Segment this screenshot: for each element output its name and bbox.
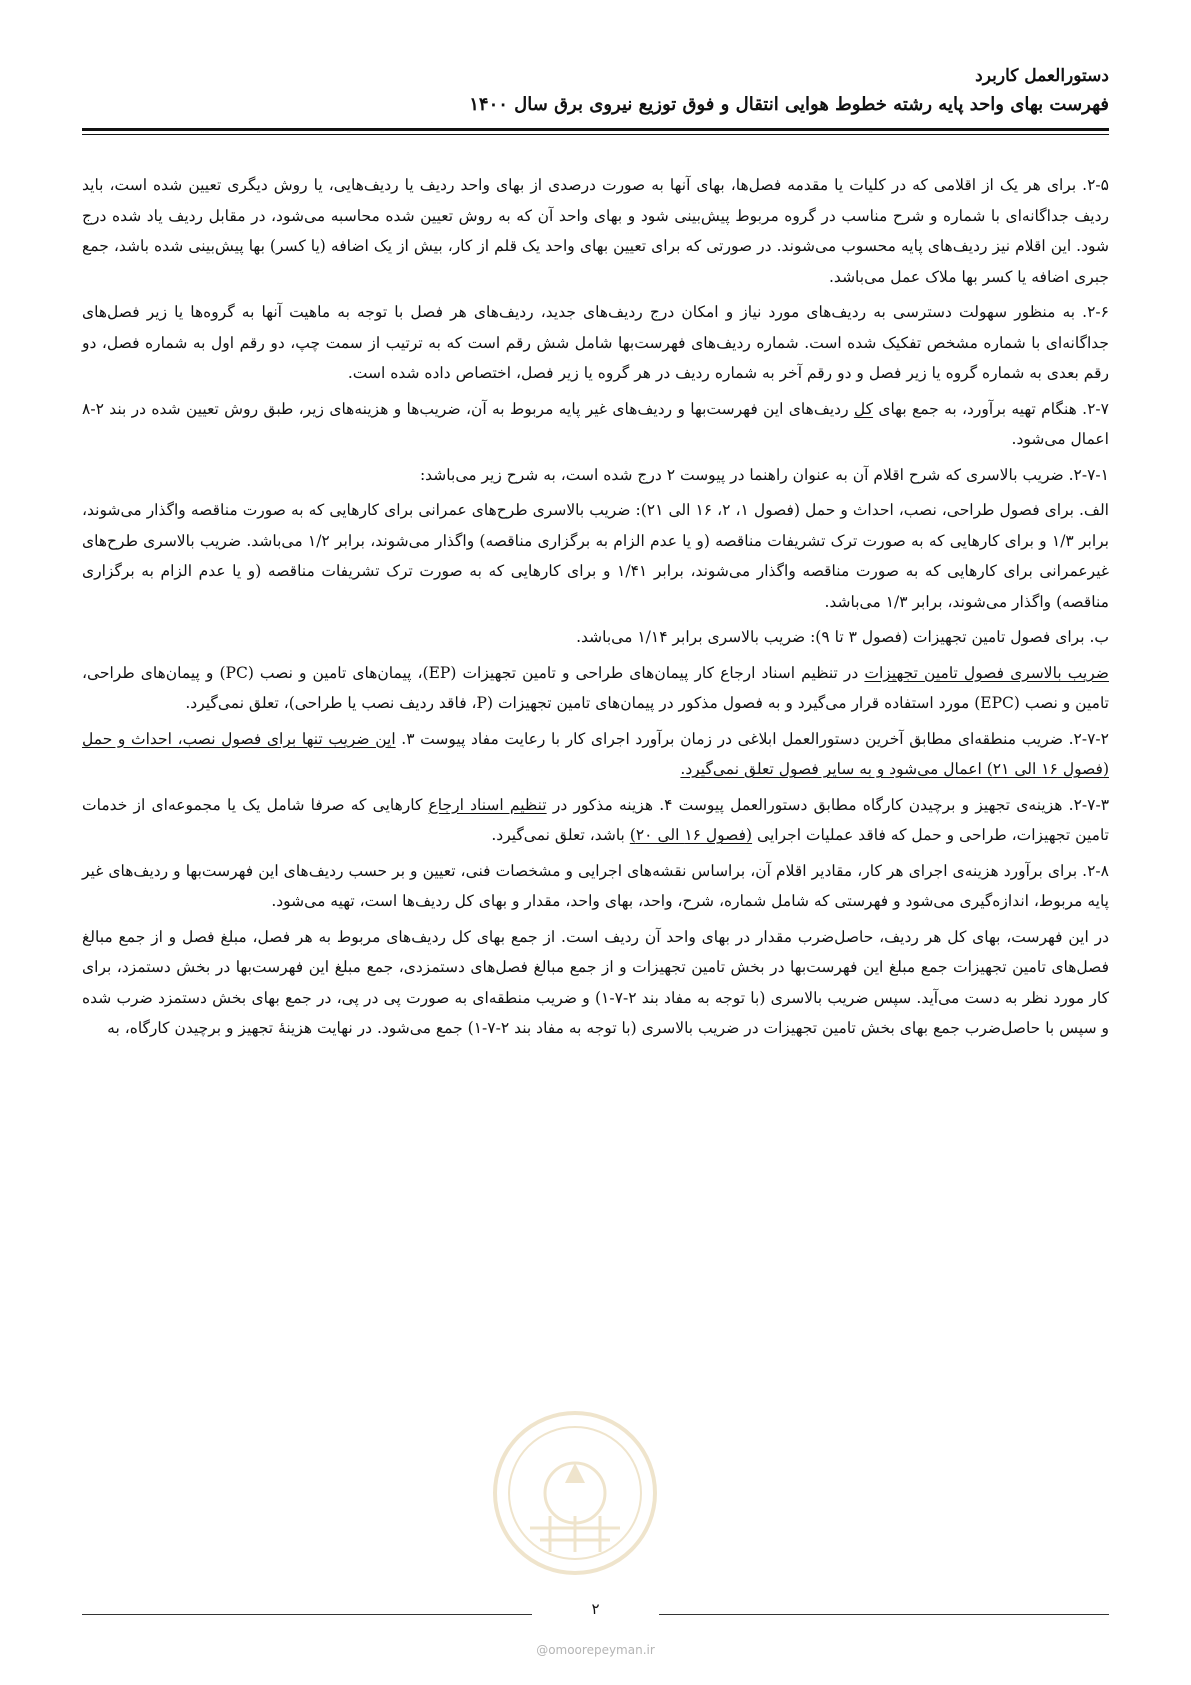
text-run: ۲-۷-۳. هزینه‌ی تجهیز و برچیدن کارگاه مطابق دستورالعمل پیوست ۴. هزینه مذکور در <box>546 795 1110 814</box>
paragraph-be: ب. برای فصول تامین تجهیزات (فصول ۳ تا ۹): ضریب بالاسری برابر ۱/۱۴ می‌باشد. <box>576 628 1109 646</box>
paragraph-2-5: ۲-۵. برای هر یک از اقلامی که در کلیات یا مقدمه فصل‌ها، بهای آنها به صورت درصدی از بهای واحد ردیف یا ردیف‌هایی، یا روش دیگری تعیین شده است، باید ردیف جداگانه‌ای با شماره و شرح مناسب در گروه مربوط پیش‌بینی شود و بهای واحد آن که به روش تعیین شده محاسبه می‌شود، در مقابل ردیف یاد شده درج شود. این اقلام نیز ردیف‌های پایه محسوب می‌شوند. در صورتی که برای تعیین بهای واحد یک قلم از کار، بیش از یک اضافه (یا کسر) بها پیش‌بینی شده باشد، جمع جبری اضافه یا کسر بها ملاک عمل می‌باشد. <box>82 176 1109 286</box>
underlined-text: کل <box>853 399 874 418</box>
paragraph-2-7 <box>82 394 1109 455</box>
header-subtitle: فهرست بهای واحد پایه رشته خطوط هوایی انتقال و فوق توزیع نیروی برق سال ۱۴۰۰ <box>469 94 1109 115</box>
header-rule-thin <box>82 134 1109 135</box>
underlined-text: (فصول ۱۶ الی ۲۰) <box>629 826 753 844</box>
paragraph-2-7-2 <box>82 724 1109 785</box>
paragraph-2-8: ۲-۸. برای برآورد هزینه‌ی اجرای هر کار، مقادیر اقلام آن، براساس نقشه‌های اجرایی و مشخصات فنی، تعیین و بر حسب ردیف‌های این فهرست‌بها و ردیف‌های غیر پایه مربوط، اندازه‌گیری می‌شود و فهرستی که شامل شماره، شرح، واحد، بهای واحد، مقدار و بهای کل ردیف‌ها است، تهیه می‌شود. <box>82 861 1109 910</box>
paragraph-2-7-1: ۲-۷-۱. ضریب بالاسری که شرح اقلام آن به عنوان راهنما در پیوست ۲ درج شده است، به شرح زیر می‌باشد: <box>419 465 1109 484</box>
watermark-text: @omoorepeyman.ir <box>536 1643 655 1657</box>
underlined-text: تنظیم اسناد ارجاع <box>428 795 547 814</box>
text-run: کارهایی که صرفا شامل یک یا مجموعه‌ای از خدمات تامین تجهیزات، طراحی و حمل که فاقد عملیات اجرایی <box>82 795 1109 844</box>
header-title: دستورالعمل کاربرد <box>975 66 1109 86</box>
text-run: باشد، تعلق نمی‌گیرد. <box>491 826 630 844</box>
document-body <box>82 170 1109 1049</box>
text-run: ردیف‌های این فهرست‌بها و ردیف‌های غیر پایه مربوط به آن، ضریب‌ها و هزینه‌های زیر، طبق روش تعیین شده در بند ۲-۸ اعمال می‌شود. <box>82 399 1109 448</box>
text-run: ۲-۷. هنگام تهیه برآورد، به جمع بهای <box>873 399 1109 418</box>
seal-icon <box>490 1408 660 1578</box>
page-header <box>82 62 1109 120</box>
paragraph-2-7-3 <box>82 790 1109 851</box>
text-run: در تنظیم اسناد ارجاع کار پیمان‌های طراحی و تامین تجهیزات (EP)، پیمان‌های تامین و نصب (PC) و پیمان‌های طراحی، تامین و نصب (EPC) مورد استفاده قرار می‌گیرد و به فصول مذکور در پیمان‌های تامین تجهیزات (P، فاقد ردیف نصب یا طراحی)، تعلق نمی‌گیرد. <box>82 663 1109 712</box>
paragraph-overhead-note <box>82 658 1109 719</box>
paragraph-2-8-continued: در این فهرست، بهای کل هر ردیف، حاصل‌ضرب مقدار در بهای واحد آن ردیف است. از جمع بهای کل ردیف‌های مربوط به هر فصل، مبلغ فصل و از جمع مبالغ فصل‌های تامین تجهیزات جمع مبلغ این فهرست‌بها در بخش تامین تجهیزات و از جمع مبالغ فصل‌های دستمزدی، جمع مبلغ این فهرست‌بها در بخش دستمزد، برای کار مورد نظر به دست می‌آید. سپس ضریب بالاسری (با توجه به مفاد بند ۲-۷-۱) و ضریب منطقه‌ای به صورت پی در پی، در جمع بهای بخش دستمزد ضرب شده و سپس با حاصل‌ضرب جمع بهای بخش تامین تجهیزات در ضریب بالاسری (با توجه به مفاد بند ۲-۷-۱) جمع می‌شود. در نهایت هزینهٔ تجهیز و برچیدن کارگاه، به <box>82 927 1109 1037</box>
header-rule-thick <box>82 128 1109 131</box>
page-number: ۲ <box>591 1600 600 1618</box>
underlined-text: این ضریب تنها برای فصول نصب، احداث و حمل (فصول ۱۶ الی ۲۱) اعمال می‌شود و به سایر فصول تعلق نمی‌گیرد. <box>82 729 1109 778</box>
text-run: ۲-۷-۲. ضریب منطقه‌ای مطابق آخرین دستورالعمل ابلاغی در زمان برآورد اجرای کار با رعایت مفاد پیوست ۳. <box>395 729 1109 748</box>
paragraph-2-6: ۲-۶. به منظور سهولت دسترسی به ردیف‌های مورد نیاز و امکان درج ردیف‌های جدید، ردیف‌های هر فصل با توجه به ماهیت آنها به گروه‌ها یا زیر فصل‌های جداگانه‌ای با شماره مشخص تفکیک شده است. شماره ردیف‌های فهرست‌بها شامل شش رقم است که به ترتیب از سمت چپ، دو رقم اول به شماره فصل، دو رقم بعدی به شماره گروه یا زیر فصل و دو رقم آخر به شماره ردیف در هر گروه یا زیر فصل، اختصاص داده شده است. <box>82 303 1109 382</box>
underlined-text: ضریب بالاسری فصول تامین تجهیزات <box>864 663 1109 682</box>
paragraph-alef: الف. برای فصول طراحی، نصب، احداث و حمل (فصول ۱، ۲، ۱۶ الی ۲۱): ضریب بالاسری طرح‌های عمرانی برای کارهایی که به صورت مناقصه واگذار می‌شوند، برابر ۱/۳ و برای کارهایی که به صورت ترک تشریفات مناقصه (و یا عدم الزام به برگزاری مناقصه) واگذار می‌شوند، برابر ۱/۲ می‌باشد. ضریب بالاسری طرح‌های غیرعمرانی برای کارهایی که به صورت مناقصه واگذار می‌شوند، برابر ۱/۴۱ و برای کارهایی که به صورت ترک تشریفات مناقصه (و یا عدم الزام به برگزاری مناقصه) واگذار می‌شوند، برابر ۱/۳ می‌باشد. <box>82 501 1109 611</box>
